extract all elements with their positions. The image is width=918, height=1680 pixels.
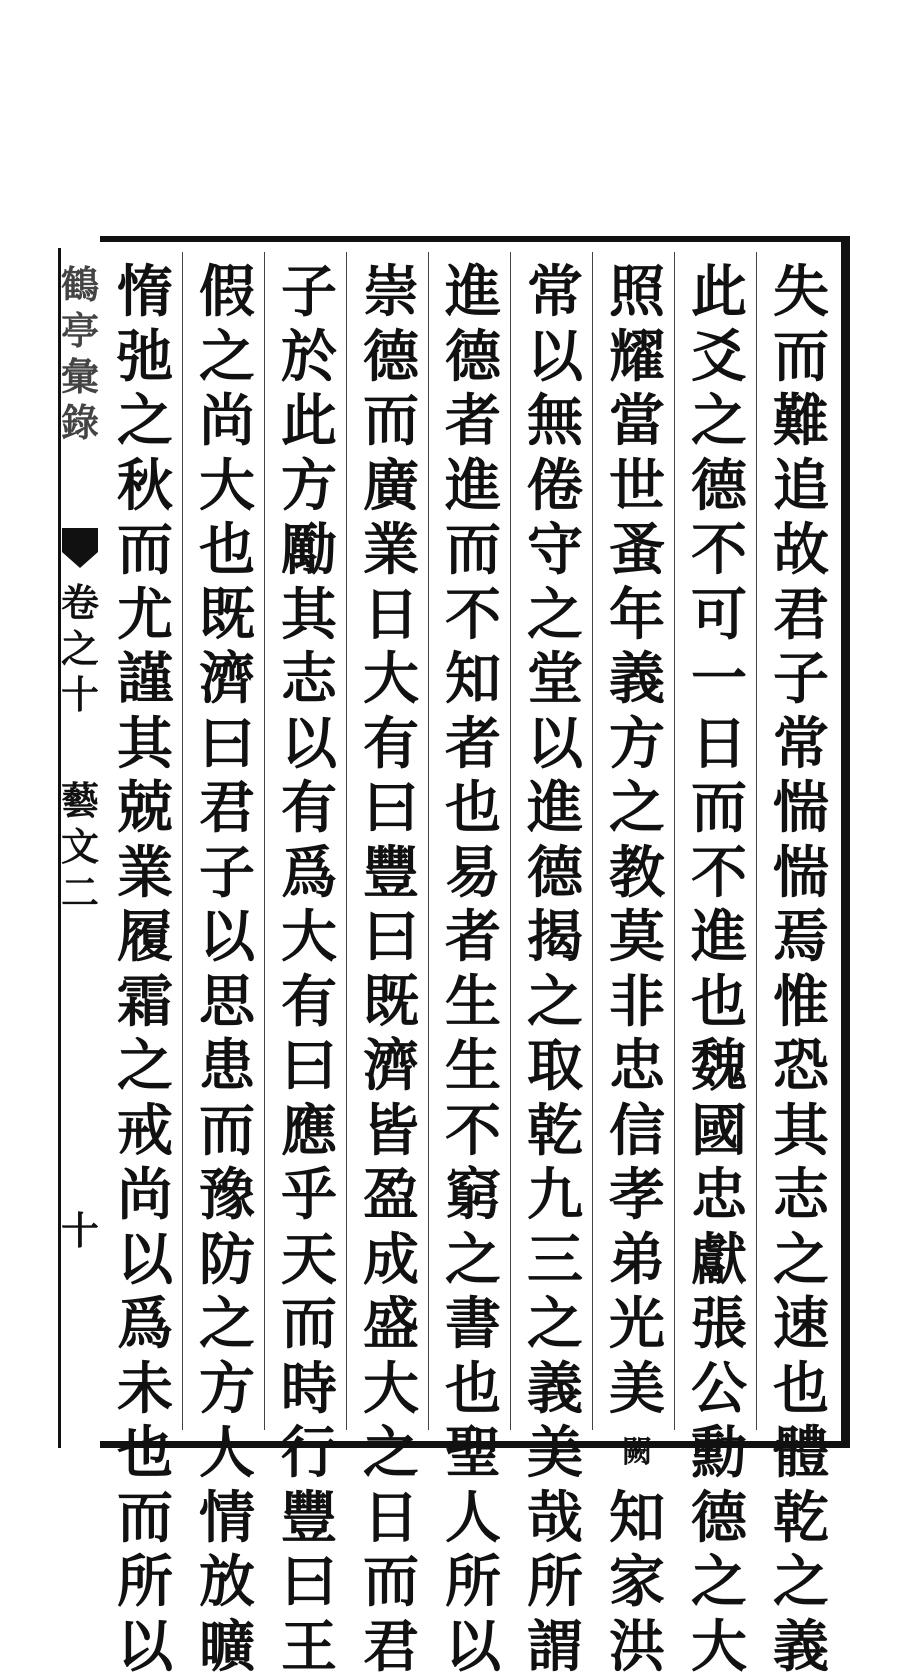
text-glyph: 而 (281, 1291, 337, 1357)
text-glyph: 秋 (117, 452, 173, 519)
text-glyph: 大 (691, 1613, 747, 1680)
margin-glyph: 之 (60, 626, 99, 671)
text-glyph: 體 (773, 1420, 829, 1486)
text-glyph: 未 (117, 1355, 173, 1422)
text-column-8 (188, 260, 266, 1679)
text-glyph: 失 (773, 259, 829, 325)
text-glyph: 窮 (445, 1162, 501, 1228)
text-glyph: 恐 (773, 1033, 829, 1099)
margin-glyph: 亭 (60, 308, 99, 353)
text-glyph: 家 (609, 1549, 665, 1615)
text-glyph: 也 (773, 1355, 829, 1422)
text-glyph: 倦 (527, 452, 583, 519)
text-column-5 (434, 260, 512, 1679)
text-glyph: 君 (363, 1613, 419, 1680)
text-glyph: 乎 (281, 1162, 337, 1228)
text-glyph: 之 (527, 1291, 583, 1357)
text-glyph: 乾 (527, 1097, 583, 1164)
text-glyph: 不 (445, 581, 501, 648)
text-glyph: 子 (199, 839, 255, 906)
text-glyph: 故 (773, 517, 829, 583)
text-glyph: 以 (117, 1613, 173, 1680)
text-glyph: 教 (609, 839, 665, 906)
text-glyph: 忠 (691, 1162, 747, 1228)
text-glyph: 常 (773, 710, 829, 777)
text-column-9 (106, 260, 184, 1679)
text-glyph: 子 (773, 646, 829, 712)
text-glyph: 之 (363, 1420, 419, 1486)
text-glyph: 也 (199, 517, 255, 583)
text-glyph: 有 (281, 968, 337, 1035)
text-glyph: 美 (609, 1355, 665, 1422)
margin-glyph: 彙 (60, 354, 99, 399)
text-glyph: 焉 (773, 904, 829, 970)
text-glyph: 而 (363, 388, 419, 454)
text-glyph: 九 (527, 1162, 583, 1228)
text-glyph: 孝 (609, 1162, 665, 1228)
text-glyph: 追 (773, 452, 829, 519)
text-glyph: 盛 (363, 1291, 419, 1357)
text-glyph: 魏 (691, 1033, 747, 1099)
text-glyph: 方 (609, 710, 665, 777)
text-glyph: 霜 (117, 968, 173, 1035)
text-glyph: 行 (281, 1420, 337, 1486)
text-glyph: 也 (117, 1420, 173, 1486)
text-glyph: 德 (363, 323, 419, 390)
text-glyph: 惴 (773, 839, 829, 906)
text-glyph: 聖 (445, 1420, 501, 1486)
text-glyph: 之 (691, 1549, 747, 1615)
text-glyph: 謹 (117, 646, 173, 712)
text-glyph: 以 (527, 710, 583, 777)
text-glyph: 所 (527, 1549, 583, 1615)
text-glyph: 日 (691, 710, 747, 777)
text-column-3 (598, 260, 676, 1679)
text-glyph: 之 (199, 1291, 255, 1357)
text-glyph: 而 (363, 1549, 419, 1615)
text-glyph: 皆 (363, 1097, 419, 1164)
margin-glyph: 錄 (60, 400, 99, 445)
text-glyph: 時 (281, 1355, 337, 1422)
text-glyph: 曰 (199, 710, 255, 777)
text-glyph: 惴 (773, 775, 829, 841)
text-glyph: 者 (445, 710, 501, 777)
text-glyph: 不 (691, 839, 747, 906)
margin-glyph: 鶴 (60, 262, 99, 307)
text-glyph: 成 (363, 1226, 419, 1293)
text-glyph: 濟 (199, 646, 255, 712)
text-glyph: 王 (281, 1613, 337, 1680)
margin-glyph: 十 (60, 672, 99, 717)
text-glyph: 照 (609, 259, 665, 325)
text-glyph: 堂 (527, 646, 583, 712)
text-glyph: 防 (199, 1226, 255, 1293)
text-glyph: 當 (609, 388, 665, 454)
text-glyph: 惟 (773, 968, 829, 1035)
text-glyph: 以 (527, 323, 583, 390)
text-glyph: 尚 (117, 1162, 173, 1228)
text-glyph: 德 (691, 1484, 747, 1551)
text-glyph: 公 (691, 1355, 747, 1422)
text-glyph: 放 (199, 1549, 255, 1615)
text-glyph: 生 (445, 1033, 501, 1099)
text-glyph: 知 (445, 646, 501, 712)
text-column-7 (270, 260, 348, 1679)
text-glyph: 思 (199, 968, 255, 1035)
text-glyph: 廣 (363, 452, 419, 519)
text-glyph: 之 (527, 581, 583, 648)
text-glyph: 君 (773, 581, 829, 648)
text-glyph: 情 (199, 1484, 255, 1551)
text-glyph: 忠 (609, 1033, 665, 1099)
text-glyph: 有 (281, 775, 337, 841)
text-glyph: 之 (773, 1549, 829, 1615)
text-glyph: 豐 (363, 839, 419, 906)
text-glyph: 弟 (609, 1226, 665, 1293)
text-glyph: 速 (773, 1291, 829, 1357)
text-glyph: 有 (363, 710, 419, 777)
text-glyph: 曰 (281, 1033, 337, 1099)
text-glyph: 日 (363, 1484, 419, 1551)
text-glyph: 以 (199, 904, 255, 970)
text-glyph: 可 (691, 581, 747, 648)
text-column-1 (762, 260, 840, 1679)
text-glyph: 也 (445, 1355, 501, 1422)
margin-folio-number (60, 1208, 100, 1254)
text-glyph: 既 (199, 581, 255, 648)
text-glyph: 之 (691, 388, 747, 454)
text-glyph: 天 (281, 1226, 337, 1293)
text-glyph: 生 (445, 968, 501, 1035)
text-glyph: 業 (363, 517, 419, 583)
text-glyph: 無 (527, 388, 583, 454)
text-column-2 (680, 260, 758, 1679)
text-glyph: 曠 (199, 1613, 255, 1680)
text-glyph: 其 (117, 710, 173, 777)
text-glyph: 大 (363, 1355, 419, 1422)
text-glyph: 義 (609, 646, 665, 712)
margin-glyph: 文 (60, 824, 99, 869)
text-glyph: 爲 (117, 1291, 173, 1357)
text-glyph: 人 (445, 1484, 501, 1551)
text-glyph: 而 (117, 1484, 173, 1551)
text-glyph: 義 (527, 1355, 583, 1422)
text-glyph: 履 (117, 904, 173, 970)
text-glyph: 而 (117, 517, 173, 583)
text-glyph: 所 (117, 1549, 173, 1615)
text-glyph: 進 (527, 775, 583, 841)
text-glyph: 義 (773, 1613, 829, 1680)
margin-glyph: 藝 (60, 778, 99, 823)
margin-glyph: 十 (60, 1208, 99, 1253)
text-glyph: 揭 (527, 904, 583, 970)
text-glyph: 進 (445, 259, 501, 325)
text-glyph: 也 (691, 968, 747, 1035)
text-glyph: 進 (445, 452, 501, 519)
text-glyph: 志 (773, 1162, 829, 1228)
text-glyph: 曰 (363, 775, 419, 841)
text-glyph: 爻 (691, 323, 747, 390)
text-glyph: 耀 (609, 323, 665, 390)
margin-book-title (60, 262, 100, 446)
margin-section-label (60, 778, 100, 916)
text-glyph: 而 (199, 1097, 255, 1164)
text-glyph: 年 (609, 581, 665, 648)
text-glyph: 一 (691, 646, 747, 712)
text-glyph: 之 (445, 1226, 501, 1293)
text-glyph: 書 (445, 1291, 501, 1357)
text-glyph: 哉 (527, 1484, 583, 1551)
margin-glyph: 卷 (60, 580, 99, 625)
text-glyph: 此 (281, 388, 337, 454)
text-glyph: 不 (445, 1097, 501, 1164)
text-glyph: 常 (527, 259, 583, 325)
text-glyph: 日 (363, 581, 419, 648)
text-glyph: 勵 (281, 517, 337, 583)
text-glyph: 其 (281, 581, 337, 648)
text-glyph: 以 (445, 1613, 501, 1680)
margin-glyph: 二 (60, 870, 99, 915)
text-glyph: 守 (527, 517, 583, 583)
text-glyph: 崇 (363, 259, 419, 325)
text-glyph: 業 (117, 839, 173, 906)
text-glyph: 世 (609, 452, 665, 519)
text-glyph: 君 (199, 775, 255, 841)
text-glyph: 易 (445, 839, 501, 906)
text-glyph: 大 (363, 646, 419, 712)
text-glyph: 方 (199, 1355, 255, 1422)
text-glyph: 獻 (691, 1226, 747, 1293)
text-glyph: 也 (445, 775, 501, 841)
text-glyph: 豫 (199, 1162, 255, 1228)
text-column-6 (352, 260, 430, 1679)
text-glyph: 取 (527, 1033, 583, 1099)
text-glyph: 所 (445, 1549, 501, 1615)
text-glyph: 曰 (363, 904, 419, 970)
text-glyph: 之 (609, 775, 665, 841)
text-glyph: 濟 (363, 1033, 419, 1099)
text-glyph: 不 (691, 517, 747, 583)
text-glyph: 張 (691, 1291, 747, 1357)
text-glyph: 既 (363, 968, 419, 1035)
text-glyph: 謂 (527, 1613, 583, 1680)
text-glyph: 志 (281, 646, 337, 712)
text-glyph: 三 (527, 1226, 583, 1293)
text-glyph: 德 (691, 452, 747, 519)
text-glyph: 尚 (199, 388, 255, 454)
text-glyph: 弛 (117, 323, 173, 390)
text-glyph: 莫 (609, 904, 665, 970)
text-glyph: 乾 (773, 1484, 829, 1551)
text-glyph: 方 (281, 452, 337, 519)
text-glyph: 之 (117, 1033, 173, 1099)
text-glyph: 盈 (363, 1162, 419, 1228)
text-glyph: 者 (445, 388, 501, 454)
text-glyph: 德 (445, 323, 501, 390)
text-column-4 (516, 260, 594, 1679)
text-glyph: 惰 (117, 259, 173, 325)
text-glyph: 而 (445, 517, 501, 583)
text-glyph: 之 (199, 323, 255, 390)
text-glyph: 以 (281, 710, 337, 777)
text-glyph: 蚤 (609, 517, 665, 583)
text-glyph: 者 (445, 904, 501, 970)
text-glyph: 而 (773, 323, 829, 390)
text-glyph: 此 (691, 259, 747, 325)
text-glyph: 患 (199, 1033, 255, 1099)
text-glyph: 難 (773, 388, 829, 454)
text-glyph: 之 (117, 388, 173, 454)
text-glyph: 以 (117, 1226, 173, 1293)
text-glyph: 而 (691, 775, 747, 841)
text-glyph: 洪 (609, 1613, 665, 1680)
text-glyph: 國 (691, 1097, 747, 1164)
text-glyph: 信 (609, 1097, 665, 1164)
text-glyph: 曰 (281, 1549, 337, 1615)
text-glyph: 尤 (117, 581, 173, 648)
text-glyph: 爲 (281, 839, 337, 906)
text-glyph: 進 (691, 904, 747, 970)
text-glyph: 於 (281, 323, 337, 390)
text-glyph: 人 (199, 1420, 255, 1486)
text-glyph: 美 (527, 1420, 583, 1486)
text-glyph: 兢 (117, 775, 173, 841)
text-glyph: 豐 (281, 1484, 337, 1551)
margin-chapter-label (60, 580, 100, 718)
text-glyph: 闕 (622, 1435, 652, 1470)
text-glyph: 應 (281, 1097, 337, 1164)
text-glyph: 知 (609, 1484, 665, 1551)
text-glyph: 勳 (691, 1420, 747, 1486)
text-glyph: 其 (773, 1097, 829, 1164)
text-glyph: 之 (773, 1226, 829, 1293)
text-glyph: 大 (199, 452, 255, 519)
text-glyph: 子 (281, 259, 337, 325)
text-glyph: 德 (527, 839, 583, 906)
text-glyph: 非 (609, 968, 665, 1035)
text-glyph: 假 (199, 259, 255, 325)
text-glyph: 戒 (117, 1097, 173, 1164)
text-glyph: 大 (281, 904, 337, 970)
text-glyph: 光 (609, 1291, 665, 1357)
text-glyph: 之 (527, 968, 583, 1035)
